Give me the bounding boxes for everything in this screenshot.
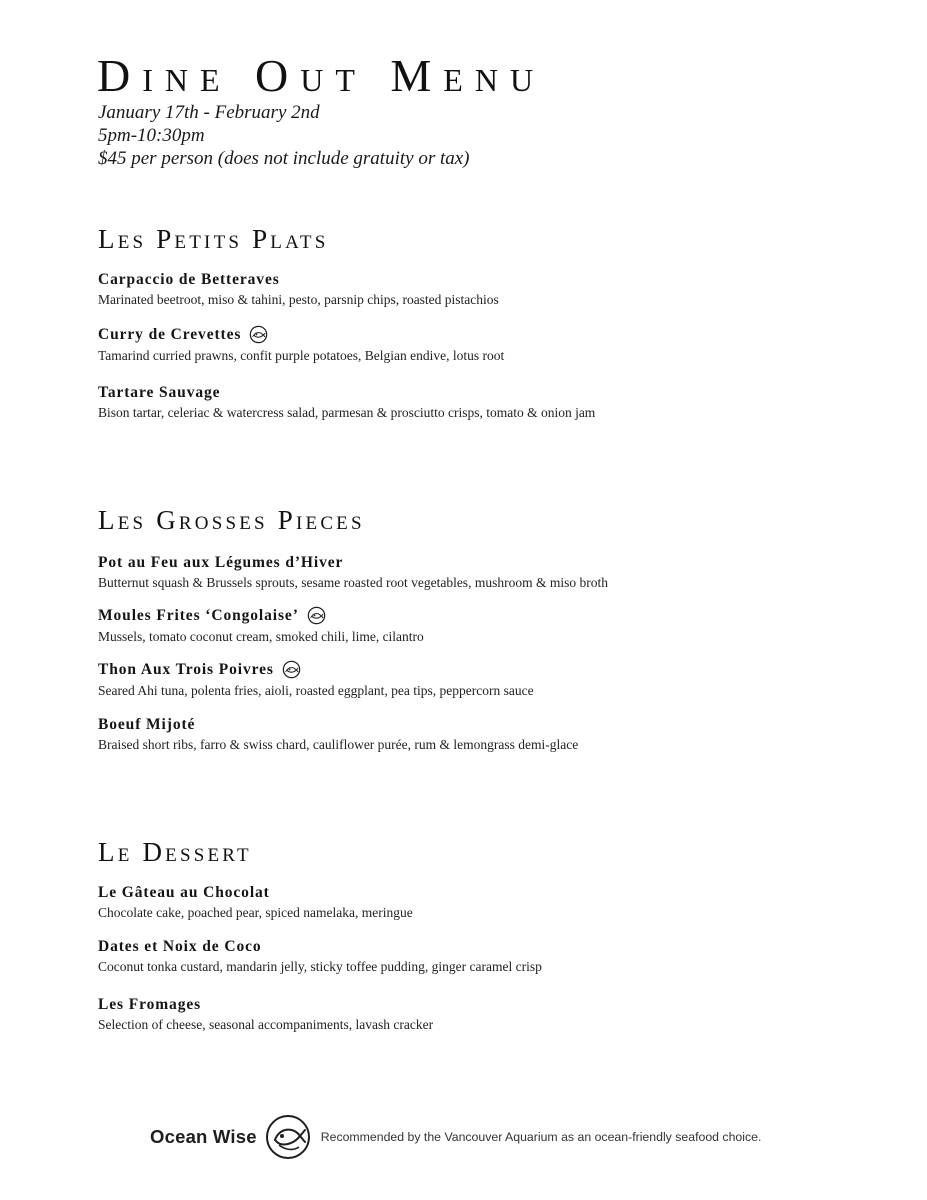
menu-item-name: Thon Aux Trois Poivres bbox=[98, 660, 301, 679]
menu-item-description: Selection of cheese, seasonal accompaniments, lavash cracker bbox=[98, 1017, 434, 1032]
menu-item-name: Pot au Feu aux Légumes d’Hiver bbox=[98, 554, 344, 571]
ocean-wise-fish-icon bbox=[282, 660, 301, 679]
menu-title: Dine Out Menu bbox=[97, 50, 546, 101]
menu-item-name: Carpaccio de Betteraves bbox=[98, 271, 280, 288]
date-range: January 17th - February 2nd bbox=[98, 102, 320, 123]
menu-item-description: Seared Ahi tuna, polenta fries, aioli, roasted eggplant, pea tips, peppercorn sauce bbox=[98, 683, 534, 698]
menu-item-description: Tamarind curried prawns, confit purple potatoes, Belgian endive, lotus root bbox=[98, 348, 505, 363]
menu-item-description: Chocolate cake, poached pear, spiced namelaka, meringue bbox=[98, 905, 413, 920]
menu-item-description: Butternut squash & Brussels sprouts, sesame roasted root vegetables, mushroom & miso broth bbox=[98, 575, 608, 590]
ocean-wise-fish-icon bbox=[307, 606, 326, 625]
ocean-wise-footer bbox=[150, 1112, 761, 1162]
menu-item-description: Marinated beetroot, miso & tahini, pesto, parsnip chips, roasted pistachios bbox=[98, 292, 499, 307]
menu-item-name: Dates et Noix de Coco bbox=[98, 938, 262, 955]
menu-item-description: Coconut tonka custard, mandarin jelly, sticky toffee pudding, ginger caramel crisp bbox=[98, 959, 542, 974]
price-line: $45 per person (does not include gratuity or tax) bbox=[98, 148, 470, 169]
section-title-grosses-pieces: Les Grosses Pieces bbox=[98, 505, 365, 535]
section-title-dessert: Le Dessert bbox=[98, 837, 252, 867]
ocean-wise-logo-icon bbox=[265, 1114, 311, 1160]
menu-item-name: Moules Frites ‘Congolaise’ bbox=[98, 606, 326, 625]
section-title-petits-plats: Les Petits Plats bbox=[98, 224, 329, 254]
menu-item-name: Les Fromages bbox=[98, 996, 202, 1013]
menu-item-name: Le Gâteau au Chocolat bbox=[98, 884, 270, 901]
menu-item-name: Boeuf Mijoté bbox=[98, 716, 196, 733]
ocean-wise-description: Recommended by the Vancouver Aquarium as an ocean-friendly seafood choice. bbox=[320, 1130, 762, 1144]
menu-item-description: Mussels, tomato coconut cream, smoked chili, lime, cilantro bbox=[98, 629, 424, 644]
menu-item-name: Curry de Crevettes bbox=[98, 325, 268, 344]
menu-item-name: Tartare Sauvage bbox=[98, 384, 221, 401]
menu-item-description: Bison tartar, celeriac & watercress salad, parmesan & prosciutto crisps, tomato & onion jam bbox=[98, 405, 596, 420]
service-hours: 5pm-10:30pm bbox=[98, 125, 205, 146]
ocean-wise-brand: Ocean Wise bbox=[150, 1126, 257, 1147]
menu-item-description: Braised short ribs, farro & swiss chard, cauliflower purée, rum & lemongrass demi-glace bbox=[98, 737, 579, 752]
ocean-wise-fish-icon bbox=[249, 325, 268, 344]
